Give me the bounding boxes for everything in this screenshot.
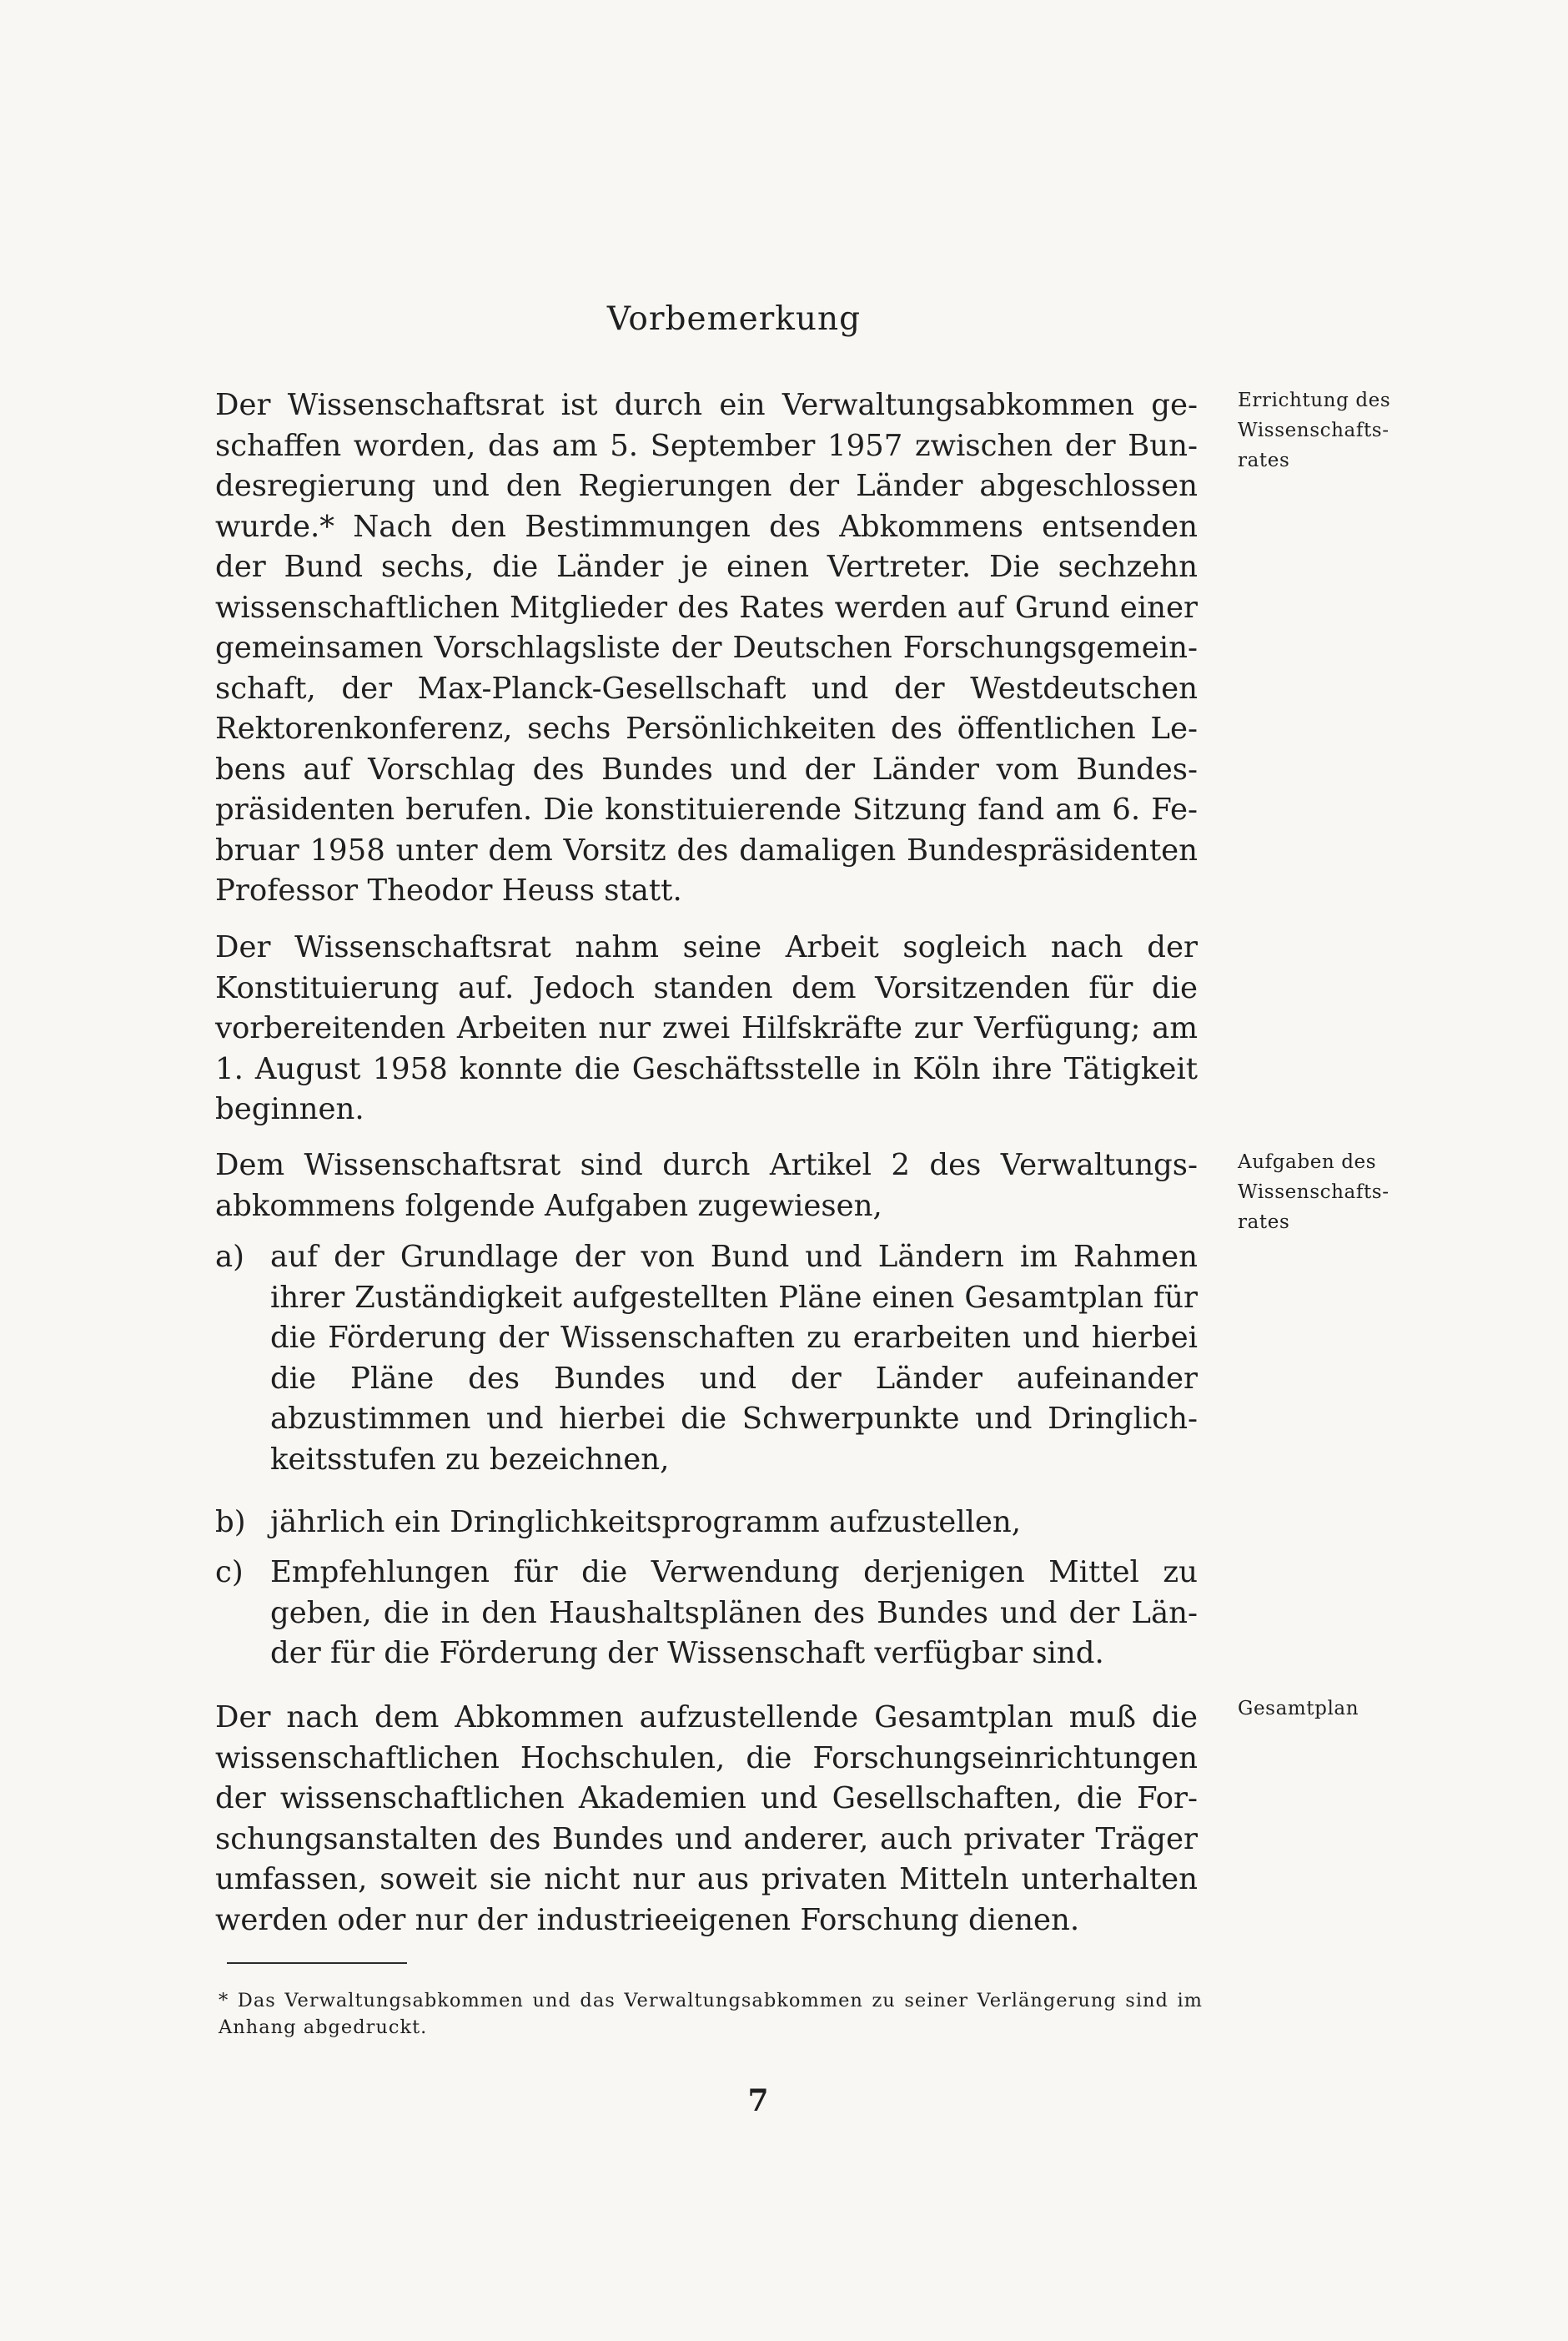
margin-note-tasks: Aufgaben des Wissenschaftsrates — [1238, 1151, 1389, 1233]
page-title-text: Vorbemerkung — [606, 300, 862, 338]
list-marker-b: b) — [215, 1505, 246, 1539]
footnote: * Das Verwaltungsabkommen und das Verwaltungsabkommen zu seiner Verlängerung sind im Anhang abgedruckt. — [219, 1990, 1203, 2038]
list-item-a — [215, 1237, 1198, 1480]
list-item-c — [215, 1553, 1198, 1674]
paragraph-establishment: Der Wissenschaftsrat ist durch ein Verwaltungsabkommen geschaffen worden, das am 5. September 1957 zwischen der Bundesregierung und den Regierungen der Länder abgeschlossen wurde.* Nach den Bestimmungen des Abkommens entsenden der Bund sechs, die Länder je einen Vertreter. Die sechzehn wissenschaftlichen Mitglieder des Rates werden auf Grund einer gemeinsamen Vorschlagsliste der Deutschen Forschungsgemeinschaft, der Max-Planck-Gesellschaft und der Westdeutschen Rektorenkonferenz, sechs Persönlichkeiten des öffentlichen Lebens auf Vorschlag des Bundes und der Länder vom Bundespräsidenten berufen. Die konstituierende Sitzung fand am 6. Februar 1958 unter dem Vorsitz des damaligen Bundespräsidenten Professor Theodor Heuss statt. — [215, 388, 1198, 908]
paragraph-overall-plan: Der nach dem Abkommen aufzustellende Gesamtplan muß die wissenschaftlichen Hochschulen, die Forschungseinrichtungen der wissenschaftlichen Akademien und Gesellschaften, die Forschungsanstalten des Bundes und anderer, auch privater Träger umfassen, soweit sie nicht nur aus privaten Mitteln unterhalten werden oder nur der industrieeigenen Forschung dienen. — [215, 1700, 1198, 1937]
list-text-c: Empfehlungen für die Verwendung derjenigen Mittel zu geben, die in den Haushaltsplänen des Bundes und der Länder für die Förderung der Wissenschaft verfügbar sind. — [270, 1555, 1198, 1670]
list-text-a: auf der Grundlage der von Bund und Ländern im Rahmen ihrer Zuständigkeit aufgestellten Pläne einen Gesamtplan für die Förderung der Wissenschaften zu erarbeiten und hierbei die Pläne des Bundes und der Länder aufeinander abzustimmen und hierbei die Schwerpunkte und Dringlichkeitsstufen zu bezeichnen, — [270, 1240, 1198, 1477]
page-number: 7 — [747, 2083, 769, 2118]
footnote-divider — [227, 1962, 407, 1964]
list-text-b: jährlich ein Dringlichkeitsprogramm aufzustellen, — [270, 1505, 1022, 1539]
list-marker-c: c) — [215, 1555, 244, 1589]
margin-note-establishment: Errichtung des Wissenschaftsrates — [1238, 390, 1391, 471]
paragraph-start-of-work: Der Wissenschaftsrat nahm seine Arbeit sogleich nach der Konstituierung auf. Jedoch standen dem Vorsitzenden für die vorbereitenden Arbeiten nur zwei Hilfskräfte zur Verfügung; am 1. August 1958 konnte die Geschäftsstelle in Köln ihre Tätigkeit beginnen. — [215, 930, 1198, 1126]
page-title — [0, 300, 1568, 338]
margin-note-overall-plan: Gesamtplan — [1238, 1698, 1359, 1719]
paragraph-tasks-intro: Dem Wissenschaftsrat sind durch Artikel 2 des Verwaltungsabkommens folgende Aufgaben zugewiesen, — [215, 1148, 1198, 1223]
list-item-b — [215, 1503, 1198, 1543]
list-marker-a: a) — [215, 1240, 245, 1274]
